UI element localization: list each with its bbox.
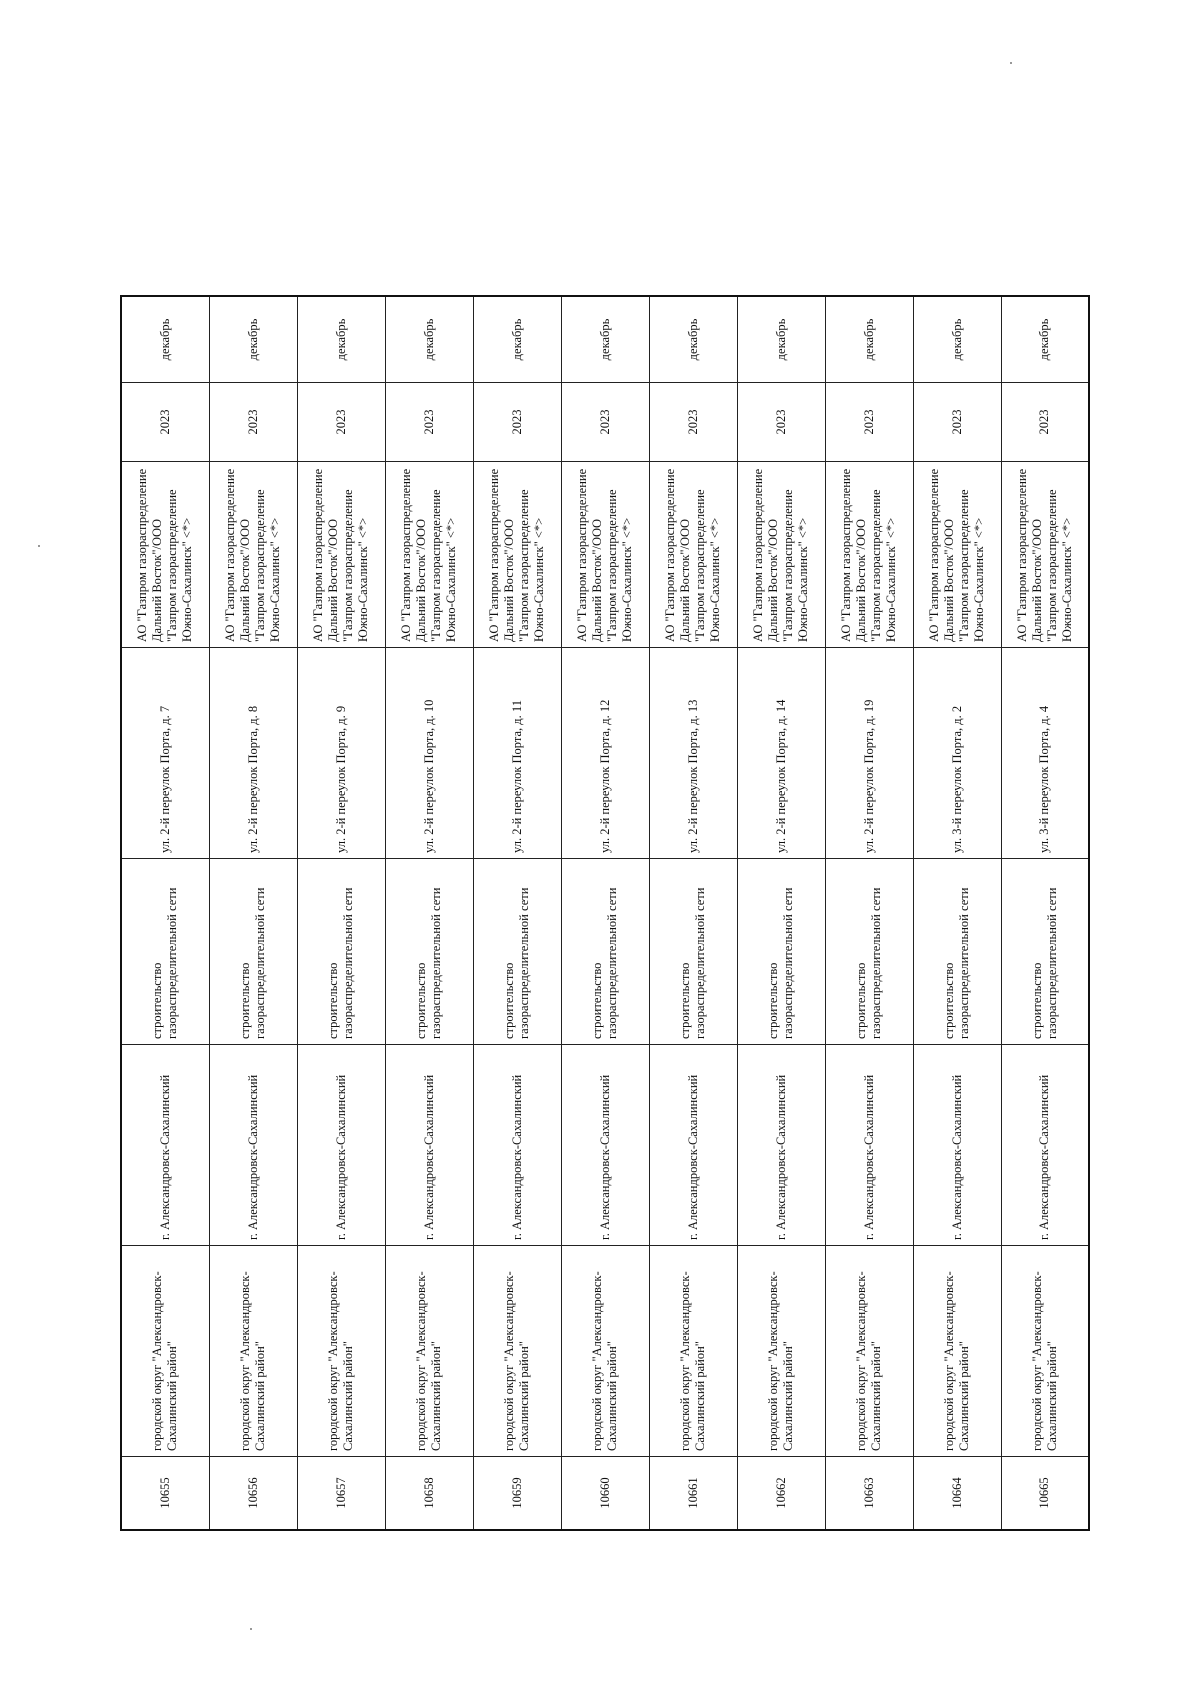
cell-month: декабрь (561, 296, 649, 383)
cell-month: декабрь (737, 296, 825, 383)
cell-year: 2023 (297, 383, 385, 462)
cell-work-type: строительство газораспределительной сети (561, 859, 649, 1045)
cell-municipality: городской округ "Александровск-Сахалинский район" (385, 1246, 473, 1457)
table-row (825, 296, 913, 1530)
cell-year: 2023 (209, 383, 297, 462)
cell-organization: АО "Газпром газораспределение Дальний Восток"/ООО "Газпром газораспределение Южно-Сахалинск" <*> (1001, 462, 1089, 648)
cell-city: г. Александровск-Сахалинский (385, 1045, 473, 1246)
table-row (473, 296, 561, 1530)
cell-municipality: городской округ "Александровск-Сахалинский район" (825, 1246, 913, 1457)
rotated-table-wrapper (120, 318, 1089, 1531)
cell-year: 2023 (473, 383, 561, 462)
cell-organization: АО "Газпром газораспределение Дальний Восток"/ООО "Газпром газораспределение Южно-Сахалинск" <*> (209, 462, 297, 648)
table-row (913, 296, 1001, 1530)
cell-month: декабрь (825, 296, 913, 383)
cell-work-type: строительство газораспределительной сети (649, 859, 737, 1045)
cell-year: 2023 (561, 383, 649, 462)
cell-city: г. Александровск-Сахалинский (561, 1045, 649, 1246)
cell-id: 10655 (121, 1457, 209, 1531)
cell-municipality: городской округ "Александровск-Сахалинский район" (561, 1246, 649, 1457)
table-row (385, 296, 473, 1530)
cell-city: г. Александровск-Сахалинский (473, 1045, 561, 1246)
cell-city: г. Александровск-Сахалинский (1001, 1045, 1089, 1246)
cell-address: ул. 2-й переулок Порта, д. 19 (825, 648, 913, 859)
cell-organization: АО "Газпром газораспределение Дальний Восток"/ООО "Газпром газораспределение Южно-Сахалинск" <*> (737, 462, 825, 648)
table-row (297, 296, 385, 1530)
cell-organization: АО "Газпром газораспределение Дальний Восток"/ООО "Газпром газораспределение Южно-Сахалинск" <*> (297, 462, 385, 648)
cell-year: 2023 (1001, 383, 1089, 462)
table-row (1001, 296, 1089, 1530)
table-body (121, 296, 1089, 1530)
cell-work-type: строительство газораспределительной сети (297, 859, 385, 1045)
cell-month: декабрь (209, 296, 297, 383)
cell-id: 10661 (649, 1457, 737, 1531)
scan-speck (250, 1628, 252, 1630)
cell-city: г. Александровск-Сахалинский (121, 1045, 209, 1246)
cell-city: г. Александровск-Сахалинский (737, 1045, 825, 1246)
cell-month: декабрь (1001, 296, 1089, 383)
cell-month: декабрь (913, 296, 1001, 383)
cell-id: 10663 (825, 1457, 913, 1531)
cell-work-type: строительство газораспределительной сети (1001, 859, 1089, 1045)
cell-organization: АО "Газпром газораспределение Дальний Восток"/ООО "Газпром газораспределение Южно-Сахалинск" <*> (825, 462, 913, 648)
cell-work-type: строительство газораспределительной сети (825, 859, 913, 1045)
cell-year: 2023 (913, 383, 1001, 462)
cell-municipality: городской округ "Александровск-Сахалинский район" (649, 1246, 737, 1457)
cell-work-type: строительство газораспределительной сети (473, 859, 561, 1045)
cell-year: 2023 (121, 383, 209, 462)
cell-organization: АО "Газпром газораспределение Дальний Восток"/ООО "Газпром газораспределение Южно-Сахалинск" <*> (649, 462, 737, 648)
cell-address: ул. 2-й переулок Порта, д. 12 (561, 648, 649, 859)
cell-id: 10657 (297, 1457, 385, 1531)
cell-id: 10662 (737, 1457, 825, 1531)
cell-organization: АО "Газпром газораспределение Дальний Восток"/ООО "Газпром газораспределение Южно-Сахалинск" <*> (913, 462, 1001, 648)
cell-work-type: строительство газораспределительной сети (737, 859, 825, 1045)
scan-speck (38, 545, 40, 547)
cell-id: 10656 (209, 1457, 297, 1531)
cell-id: 10665 (1001, 1457, 1089, 1531)
cell-month: декабрь (297, 296, 385, 383)
cell-address: ул. 2-й переулок Порта, д. 11 (473, 648, 561, 859)
cell-address: ул. 2-й переулок Порта, д. 7 (121, 648, 209, 859)
cell-year: 2023 (385, 383, 473, 462)
cell-city: г. Александровск-Сахалинский (825, 1045, 913, 1246)
table-row (649, 296, 737, 1530)
cell-city: г. Александровск-Сахалинский (913, 1045, 1001, 1246)
cell-city: г. Александровск-Сахалинский (297, 1045, 385, 1246)
cell-address: ул. 3-й переулок Порта, д. 4 (1001, 648, 1089, 859)
table-row (737, 296, 825, 1530)
cell-municipality: городской округ "Александровск-Сахалинский район" (737, 1246, 825, 1457)
cell-month: декабрь (121, 296, 209, 383)
gasification-table (120, 295, 1090, 1531)
cell-municipality: городской округ "Александровск-Сахалинский район" (297, 1246, 385, 1457)
cell-work-type: строительство газораспределительной сети (209, 859, 297, 1045)
cell-year: 2023 (737, 383, 825, 462)
cell-address: ул. 2-й переулок Порта, д. 14 (737, 648, 825, 859)
cell-organization: АО "Газпром газораспределение Дальний Восток"/ООО "Газпром газораспределение Южно-Сахалинск" <*> (561, 462, 649, 648)
cell-id: 10659 (473, 1457, 561, 1531)
cell-address: ул. 2-й переулок Порта, д. 13 (649, 648, 737, 859)
cell-year: 2023 (649, 383, 737, 462)
table-row (121, 296, 209, 1530)
table-row (561, 296, 649, 1530)
cell-work-type: строительство газораспределительной сети (385, 859, 473, 1045)
cell-municipality: городской округ "Александровск-Сахалинский район" (913, 1246, 1001, 1457)
cell-organization: АО "Газпром газораспределение Дальний Восток"/ООО "Газпром газораспределение Южно-Сахалинск" <*> (121, 462, 209, 648)
cell-month: декабрь (473, 296, 561, 383)
cell-city: г. Александровск-Сахалинский (209, 1045, 297, 1246)
cell-municipality: городской округ "Александровск-Сахалинский район" (121, 1246, 209, 1457)
cell-municipality: городской округ "Александровск-Сахалинский район" (473, 1246, 561, 1457)
cell-id: 10664 (913, 1457, 1001, 1531)
cell-year: 2023 (825, 383, 913, 462)
cell-month: декабрь (649, 296, 737, 383)
cell-month: декабрь (385, 296, 473, 383)
cell-id: 10660 (561, 1457, 649, 1531)
cell-organization: АО "Газпром газораспределение Дальний Восток"/ООО "Газпром газораспределение Южно-Сахалинск" <*> (385, 462, 473, 648)
cell-address: ул. 3-й переулок Порта, д. 2 (913, 648, 1001, 859)
cell-id: 10658 (385, 1457, 473, 1531)
cell-address: ул. 2-й переулок Порта, д. 8 (209, 648, 297, 859)
table-row (209, 296, 297, 1530)
cell-municipality: городской округ "Александровск-Сахалинский район" (1001, 1246, 1089, 1457)
cell-address: ул. 2-й переулок Порта, д. 10 (385, 648, 473, 859)
cell-municipality: городской округ "Александровск-Сахалинский район" (209, 1246, 297, 1457)
cell-organization: АО "Газпром газораспределение Дальний Восток"/ООО "Газпром газораспределение Южно-Сахалинск" <*> (473, 462, 561, 648)
cell-work-type: строительство газораспределительной сети (913, 859, 1001, 1045)
cell-work-type: строительство газораспределительной сети (121, 859, 209, 1045)
cell-address: ул. 2-й переулок Порта, д. 9 (297, 648, 385, 859)
scan-speck (1010, 62, 1012, 64)
cell-city: г. Александровск-Сахалинский (649, 1045, 737, 1246)
